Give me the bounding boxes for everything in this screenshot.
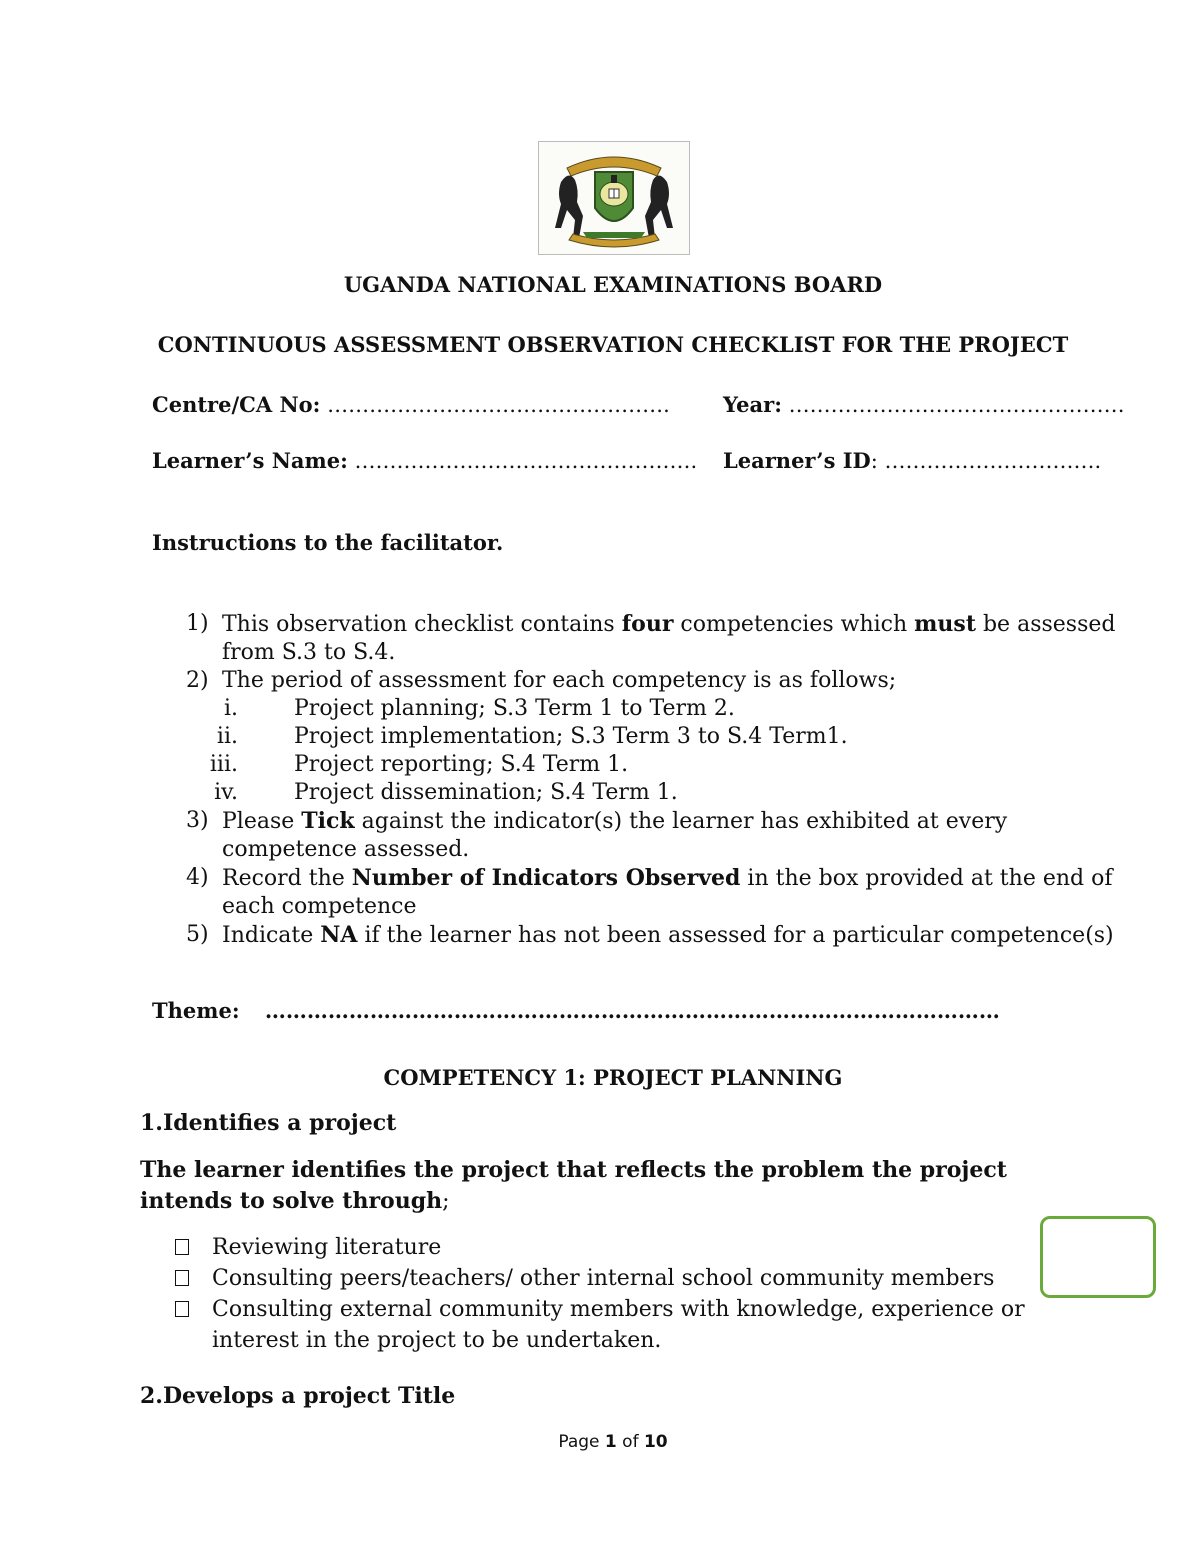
competency-lead-text bbox=[140, 1155, 1040, 1217]
instruction-number: 5) bbox=[186, 922, 209, 947]
instruction-emphasis: must bbox=[914, 611, 976, 637]
indicators-observed-box[interactable] bbox=[1040, 1216, 1156, 1298]
instruction-emphasis: NA bbox=[320, 922, 358, 948]
instruction-item bbox=[170, 921, 1130, 950]
instruction-text: This observation checklist contains bbox=[222, 612, 622, 637]
period-text: Project reporting; S.4 Term 1. bbox=[294, 752, 629, 777]
period-text: Project implementation; S.3 Term 3 to S.4 Term1. bbox=[294, 724, 848, 749]
instruction-item bbox=[170, 807, 1130, 864]
instruction-emphasis: Number of Indicators Observed bbox=[351, 865, 741, 891]
theme-fill-line: …………………………………………………………………………………………… bbox=[264, 998, 1000, 1023]
org-title: UGANDA NATIONAL EXAMINATIONS BOARD bbox=[343, 272, 883, 297]
instruction-number: 3) bbox=[186, 808, 209, 833]
document-title: CONTINUOUS ASSESSMENT OBSERVATION CHECKLIST FOR THE PROJECT bbox=[157, 332, 1069, 357]
year-field bbox=[723, 392, 1125, 417]
instructions-list bbox=[170, 610, 1130, 950]
checkbox[interactable] bbox=[175, 1301, 189, 1317]
assessment-period-list bbox=[209, 695, 1130, 807]
checkbox[interactable] bbox=[175, 1239, 189, 1255]
instruction-number: 4) bbox=[186, 865, 209, 890]
learner-name-field bbox=[152, 448, 697, 473]
period-text: Project planning; S.3 Term 1 to Term 2. bbox=[294, 696, 735, 721]
instruction-emphasis: Tick bbox=[301, 808, 355, 834]
learner-name-label: Learner’s Name: bbox=[152, 448, 348, 473]
indicator-item bbox=[175, 1294, 1075, 1356]
year-fill-line: ………………………………………… bbox=[788, 393, 1125, 417]
lead-bold-text: The learner identifies the project that reflects the problem the project intends to solve through bbox=[140, 1157, 1007, 1214]
indicator-text: Consulting peers/teachers/ other internal school community members bbox=[212, 1266, 995, 1291]
period-item bbox=[216, 723, 1130, 751]
instruction-text: if the learner has not been assessed for a particular competence(s) bbox=[357, 923, 1114, 948]
learner-id-label: Learner’s ID bbox=[723, 448, 871, 473]
theme-field bbox=[152, 998, 1000, 1023]
section-heading-identifies-project: 1.Identifies a project bbox=[140, 1110, 397, 1136]
instruction-item bbox=[170, 610, 1130, 667]
period-number: iv. bbox=[214, 780, 238, 805]
instruction-number: 1) bbox=[186, 611, 209, 636]
period-item bbox=[209, 751, 1130, 779]
instruction-text: be assessed from S.3 to S.4. bbox=[222, 612, 1116, 665]
instruction-text: against the indicator(s) the learner has exhibited at every competence assessed. bbox=[222, 809, 1008, 862]
instruction-item bbox=[170, 667, 1130, 807]
lead-tail: ; bbox=[442, 1189, 450, 1214]
indicator-checklist bbox=[175, 1232, 1075, 1356]
instruction-text: Indicate bbox=[222, 923, 321, 948]
of-word: of bbox=[622, 1432, 639, 1452]
competency-heading: COMPETENCY 1: PROJECT PLANNING bbox=[383, 1065, 843, 1090]
instruction-item bbox=[170, 864, 1130, 921]
checkbox[interactable] bbox=[175, 1270, 189, 1286]
indicator-item bbox=[175, 1263, 1075, 1294]
page-number: 1 bbox=[604, 1432, 617, 1452]
period-item bbox=[222, 695, 1130, 723]
coat-of-arms-icon bbox=[539, 142, 689, 254]
centre-label: Centre/CA No: bbox=[152, 392, 321, 417]
period-number: iii. bbox=[209, 752, 238, 777]
year-label: Year: bbox=[723, 392, 782, 417]
instruction-text: Please bbox=[222, 809, 302, 834]
page-word: Page bbox=[558, 1432, 600, 1452]
coat-of-arms-logo bbox=[538, 141, 690, 255]
indicator-text: Reviewing literature bbox=[212, 1235, 442, 1260]
period-number: ii. bbox=[216, 724, 238, 749]
indicator-item bbox=[175, 1232, 1075, 1263]
instruction-text: in the box provided at the end of each competence bbox=[222, 866, 1113, 919]
instruction-emphasis: four bbox=[621, 611, 674, 637]
period-text: Project dissemination; S.4 Term 1. bbox=[294, 780, 678, 805]
centre-fill-line: …………………………………………. bbox=[327, 393, 670, 417]
instruction-text: The period of assessment for each competency is as follows; bbox=[222, 668, 897, 693]
learner-id-fill-line: : …………………………. bbox=[870, 449, 1102, 473]
instruction-text: competencies which bbox=[673, 612, 915, 637]
instruction-text: Record the bbox=[222, 866, 352, 891]
learner-name-fill-line: …………………………………………. bbox=[354, 449, 698, 473]
theme-label: Theme: bbox=[152, 998, 240, 1023]
centre-field bbox=[152, 392, 670, 417]
section-heading-project-title: 2.Develops a project Title bbox=[140, 1383, 456, 1409]
period-number: i. bbox=[223, 696, 238, 721]
page-total: 10 bbox=[643, 1432, 668, 1452]
instruction-number: 2) bbox=[186, 668, 209, 693]
instructions-heading: Instructions to the facilitator. bbox=[152, 530, 504, 555]
period-item bbox=[214, 779, 1130, 807]
indicator-text: Consulting external community members with knowledge, experience or interest in the project to be undertaken. bbox=[212, 1297, 1025, 1353]
learner-id-field bbox=[723, 448, 1101, 473]
page-footer bbox=[0, 1432, 1200, 1452]
